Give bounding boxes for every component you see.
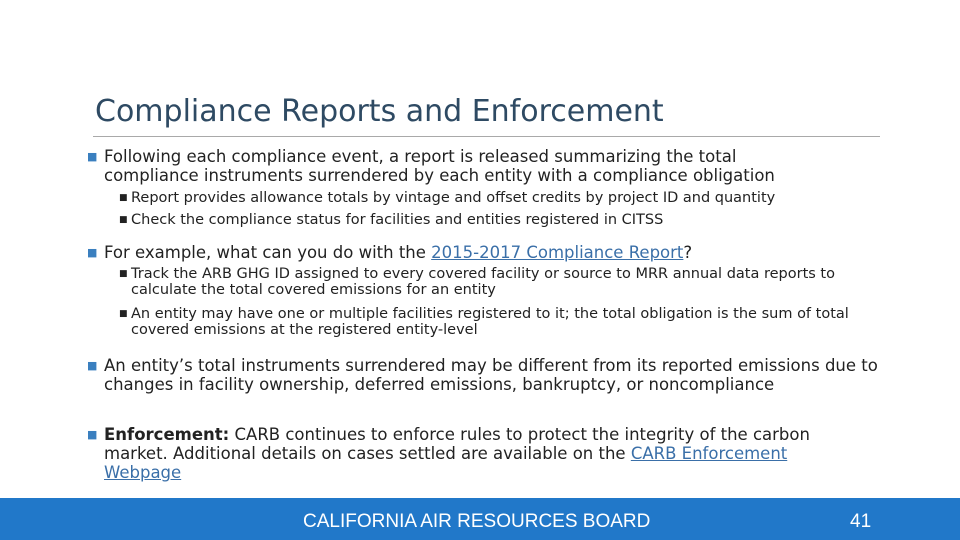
bullet-text: An entity’s total instruments surrendered may be different from its reported emissions due to changes in facility ownership, deferred emissions, bankruptcy, or noncompliance xyxy=(104,356,878,394)
title-divider xyxy=(93,136,880,137)
sub-bullet-allowance-totals xyxy=(119,189,899,207)
enforcement-label: Enforcement: xyxy=(104,425,230,444)
bullet-square-icon: ■ xyxy=(119,309,128,319)
footer-bar xyxy=(0,498,960,540)
sub-bullet-multiple-facilities xyxy=(119,306,899,338)
bullet-text-before: For example, what can you do with the xyxy=(104,243,432,262)
bullet-instruments-surrendered xyxy=(87,356,897,394)
bullet-square-icon: ■ xyxy=(87,428,98,441)
enforcement-text: CARB continues to enforce rules to protect the integrity of the carbon market. Additional details on cases settled are available on the xyxy=(104,425,810,463)
footer-org-name: CALIFORNIA AIR RESOURCES BOARD xyxy=(303,511,651,532)
bullet-square-icon: ■ xyxy=(119,193,128,203)
carb-enforcement-link[interactable]: CARB Enforcement Webpage xyxy=(104,444,788,482)
bullet-square-icon: ■ xyxy=(87,246,98,259)
bullet-square-icon: ■ xyxy=(87,359,98,372)
bullet-text: Following each compliance event, a report is released summarizing the total compliance instruments surrendered by each entity with a compliance obligation xyxy=(104,147,775,185)
sub-bullet-text: Track the ARB GHG ID assigned to every covered facility or source to MRR annual data reports to calculate the total covered emissions for an entity xyxy=(131,266,835,298)
bullet-square-icon: ■ xyxy=(119,269,128,279)
bullet-compliance-report xyxy=(87,147,887,185)
sub-bullet-text: Report provides allowance totals by vintage and offset credits by project ID and quantity xyxy=(131,190,776,206)
sub-bullet-compliance-status xyxy=(119,211,899,229)
slide-title: Compliance Reports and Enforcement xyxy=(95,94,664,129)
bullet-text xyxy=(104,243,887,262)
bullet-for-example xyxy=(87,243,887,262)
sub-bullet-track-ghg-id xyxy=(119,266,879,298)
sub-bullet-text: An entity may have one or multiple facilities registered to it; the total obligation is the sum of total covered emissions at the registered entity-level xyxy=(131,306,849,338)
page-number: 41 xyxy=(850,511,872,532)
compliance-report-link[interactable]: 2015-2017 Compliance Report xyxy=(431,243,684,262)
sub-bullet-text: Check the compliance status for facilities and entities registered in CITSS xyxy=(131,212,664,228)
bullet-text-after: ? xyxy=(683,243,693,262)
bullet-enforcement xyxy=(87,425,897,482)
bullet-square-icon: ■ xyxy=(87,150,98,163)
bullet-text xyxy=(104,425,864,482)
bullet-square-icon: ■ xyxy=(119,215,128,225)
